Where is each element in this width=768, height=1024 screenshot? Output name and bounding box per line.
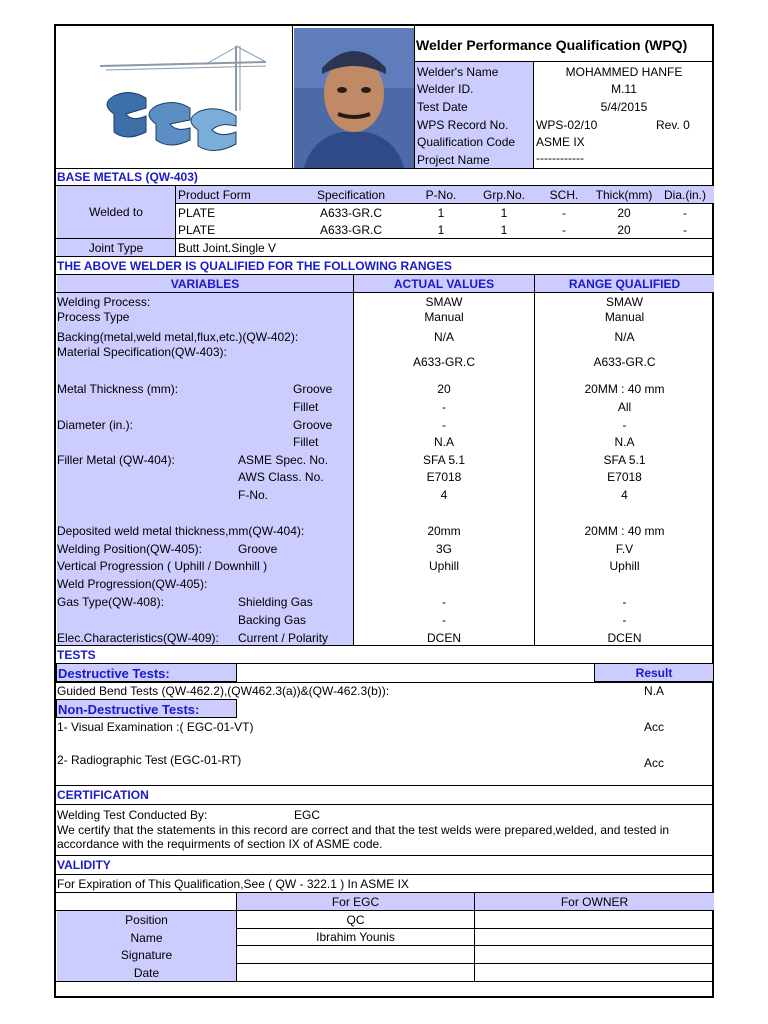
welding-process-label: Welding Process: <box>57 295 151 309</box>
project-name-label: Project Name <box>417 153 490 167</box>
elec-label: Elec.Characteristics(QW-409): <box>57 631 219 645</box>
elec-range: DCEN <box>607 631 642 645</box>
radiographic-label: 2- Radiographic Test (EGC-01-RT) <box>57 753 242 767</box>
metal-thickness-groove: Groove <box>293 382 333 396</box>
signoff-position-label: Position <box>125 913 168 927</box>
diameter-fillet-range: N.A <box>614 435 635 449</box>
base-row-2-grp: 1 <box>500 223 508 237</box>
signoff-name-label: Name <box>130 931 163 945</box>
signoff-signature-label: Signature <box>120 948 173 962</box>
result-label: Result <box>635 666 673 680</box>
filler-metal-label: Filler Metal (QW-404): <box>57 453 175 467</box>
base-row-1-spec: A633-GR.C <box>319 206 383 220</box>
wps-record-label: WPS Record No. <box>417 118 509 132</box>
metal-thickness-groove-actual: 20 <box>437 382 451 396</box>
base-row-2-dia: - <box>683 223 687 237</box>
deposited-actual: 20mm <box>427 524 461 538</box>
col-sch: SCH. <box>549 188 579 202</box>
welder-name-label: Welder's Name <box>417 65 499 79</box>
deposited-label: Deposited weld metal thickness,mm(QW-404): <box>57 524 305 538</box>
diameter-fillet-actual: N.A <box>433 435 454 449</box>
validity-heading: VALIDITY <box>57 858 111 872</box>
welded-to-label: Welded to <box>89 205 143 219</box>
vertical-actual: Uphill <box>428 559 459 573</box>
metal-thickness-fillet-actual: - <box>442 400 446 414</box>
conducted-by-value: EGC <box>294 808 321 822</box>
qualification-code-label: Qualification Code <box>417 135 516 149</box>
welder-portrait-photo-icon <box>294 28 414 168</box>
vertical-range: Uphill <box>609 559 640 573</box>
signoff-position-egc: QC <box>346 913 365 927</box>
egc-crane-logo-icon <box>86 36 286 156</box>
backing-actual: N/A <box>433 330 454 344</box>
welding-process-actual: SMAW <box>425 295 463 309</box>
joint-type-label: Joint Type <box>88 241 144 255</box>
base-row-2-thick: 20 <box>617 223 631 237</box>
process-type-label: Process Type <box>57 310 130 324</box>
certification-statement-2: accordance with the requirments of section IX of ASME code. <box>57 837 383 851</box>
validity-text: For Expiration of This Qualification,See ( QW - 322.1 ) In ASME IX <box>57 877 409 891</box>
for-owner-header: For OWNER <box>560 895 629 909</box>
filler-f-no-range: 4 <box>621 488 628 502</box>
diameter-groove: Groove <box>293 418 333 432</box>
metal-thickness-fillet: Fillet <box>293 400 319 414</box>
material-spec-label: Material Specification(QW-403): <box>57 345 227 359</box>
destructive-tests-label: Destructive Tests: <box>58 666 170 681</box>
base-row-2-form: PLATE <box>178 223 216 237</box>
signoff-date-label: Date <box>133 966 160 980</box>
progression-label: Weld Progression(QW-405): <box>57 577 208 591</box>
tests-heading: TESTS <box>57 648 96 662</box>
guided-bend-result: N.A <box>643 684 664 698</box>
filler-f-no: F-No. <box>238 488 268 502</box>
certification-heading: CERTIFICATION <box>57 788 149 802</box>
col-dia: Dia.(in.) <box>663 188 706 202</box>
non-destructive-tests-label: Non-Destructive Tests: <box>58 702 200 717</box>
col-specification: Specification <box>316 188 386 202</box>
joint-type-value: Butt Joint.Single V <box>178 241 277 255</box>
base-row-2-pno: 1 <box>437 223 445 237</box>
col-grp-no: Grp.No. <box>482 188 525 202</box>
wps-revision: Rev. 0 <box>656 118 690 132</box>
test-date-label: Test Date <box>417 100 468 114</box>
col-product-form: Product Form <box>178 188 251 202</box>
base-row-1-pno: 1 <box>437 206 445 220</box>
diameter-fillet: Fillet <box>293 435 319 449</box>
qualification-code-value: ASME IX <box>536 135 585 149</box>
filler-asme-actual: SFA 5.1 <box>422 453 466 467</box>
certification-statement-1: We certify that the statements in this record are correct and that the test welds were prepared,welded, and tested in <box>57 823 670 837</box>
backing-range: N/A <box>614 330 635 344</box>
base-row-2-sch: - <box>562 223 566 237</box>
gas-shielding-range: - <box>622 595 627 609</box>
filler-aws-class: AWS Class. No. <box>238 470 324 484</box>
elec-sub: Current / Polarity <box>238 631 329 645</box>
visual-exam-label: 1- Visual Examination :( EGC-01-VT) <box>57 720 254 734</box>
gas-shielding: Shielding Gas <box>238 595 313 609</box>
col-range-qualified: RANGE QUALIFIED <box>568 277 681 291</box>
metal-thickness-fillet-range: All <box>617 400 632 414</box>
position-range: F.V <box>615 542 634 556</box>
base-row-1-form: PLATE <box>178 206 216 220</box>
conducted-by-label: Welding Test Conducted By: <box>57 808 208 822</box>
gas-backing: Backing Gas <box>238 613 307 627</box>
base-row-1-sch: - <box>562 206 566 220</box>
col-actual-values: ACTUAL VALUES <box>393 277 495 291</box>
position-groove: Groove <box>238 542 278 556</box>
gas-shielding-actual: - <box>442 595 446 609</box>
material-spec-actual: A633-GR.C <box>412 355 476 369</box>
elec-actual: DCEN <box>426 631 461 645</box>
gas-backing-range: - <box>622 613 627 627</box>
project-name-value: ------------ <box>536 151 584 165</box>
filler-aws-range: E7018 <box>607 470 642 484</box>
material-spec-range: A633-GR.C <box>593 355 656 369</box>
base-row-1-dia: - <box>683 206 687 220</box>
base-row-1-thick: 20 <box>617 206 631 220</box>
filler-asme-spec: ASME Spec. No. <box>238 453 329 467</box>
position-actual: 3G <box>435 542 452 556</box>
signoff-name-egc: Ibrahim Younis <box>316 930 395 944</box>
process-type-actual: Manual <box>424 310 464 324</box>
test-date-value: 5/4/2015 <box>600 100 648 114</box>
welder-name-value: MOHAMMED HANFE <box>565 65 683 79</box>
wps-record-value: WPS-02/10 <box>536 118 598 132</box>
backing-label: Backing(metal,weld metal,flux,etc.)(QW-402): <box>57 330 299 344</box>
process-type-range: Manual <box>604 310 645 324</box>
wpq-form <box>54 24 714 998</box>
filler-aws-actual: E7018 <box>426 470 462 484</box>
base-metals-heading: BASE METALS (QW-403) <box>57 170 198 184</box>
filler-f-no-actual: 4 <box>440 488 448 502</box>
welding-process-range: SMAW <box>606 295 643 309</box>
for-egc-header: For EGC <box>331 895 380 909</box>
qualified-ranges-heading: THE ABOVE WELDER IS QUALIFIED FOR THE FOLLOWING RANGES <box>57 259 452 273</box>
diameter-groove-actual: - <box>442 418 446 432</box>
col-thick: Thick(mm) <box>595 188 653 202</box>
metal-thickness-label: Metal Thickness (mm): <box>57 382 179 396</box>
form-title: Welder Performance Qualification (WPQ) <box>416 37 688 53</box>
radiographic-result: Acc <box>643 756 664 770</box>
metal-thickness-groove-range: 20MM : 40 mm <box>584 382 665 396</box>
position-label: Welding Position(QW-405): <box>57 542 202 556</box>
diameter-label: Diameter (in.): <box>57 418 134 432</box>
welder-id-value: M.11 <box>611 82 637 96</box>
col-variables: VARIABLES <box>170 277 240 291</box>
gas-label: Gas Type(QW-408): <box>57 595 164 609</box>
vertical-label: Vertical Progression ( Uphill / Downhill ) <box>57 559 268 573</box>
deposited-range: 20MM : 40 mm <box>584 524 665 538</box>
col-p-no: P-No. <box>425 188 457 202</box>
gas-backing-actual: - <box>442 613 446 627</box>
welder-id-label: Welder ID. <box>417 82 474 96</box>
filler-asme-range: SFA 5.1 <box>603 453 646 467</box>
visual-exam-result: Acc <box>643 720 664 734</box>
base-row-2-spec: A633-GR.C <box>319 223 383 237</box>
base-row-1-grp: 1 <box>500 206 508 220</box>
guided-bend-label: Guided Bend Tests (QW-462.2),(QW462.3(a))&(QW-462.3(b)): <box>57 684 390 698</box>
diameter-groove-range: - <box>622 418 627 432</box>
